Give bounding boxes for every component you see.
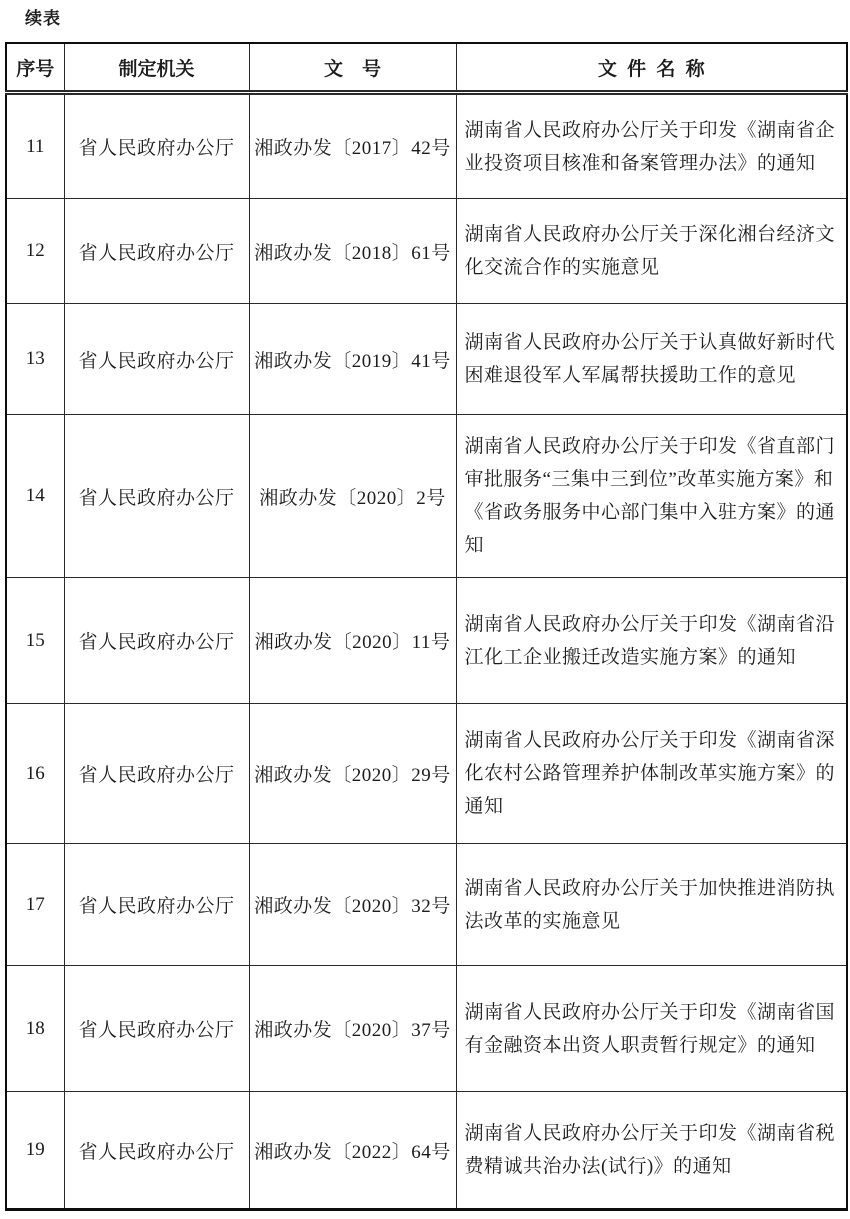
- table-row: [6, 578, 847, 704]
- cell-document-title: 湖南省人民政府办公厅关于印发《湖南省深化农村公路管理养护体制改革实施方案》的通知: [456, 704, 847, 844]
- cell-document-number: 湘政办发〔2020〕2号: [249, 415, 456, 578]
- cell-document-title: 湖南省人民政府办公厅关于印发《湖南省企业投资项目核准和备案管理办法》的通知: [456, 93, 847, 199]
- cell-serial-number: 13: [6, 304, 64, 415]
- continuation-table-label: 续表: [25, 9, 61, 28]
- col-header-document-number: 文 号: [249, 43, 456, 93]
- table-row: [6, 93, 847, 199]
- cell-issuing-agency: 省人民政府办公厅: [64, 199, 249, 304]
- cell-issuing-agency: 省人民政府办公厅: [64, 304, 249, 415]
- cell-document-number: 湘政办发〔2020〕37号: [249, 966, 456, 1092]
- cell-issuing-agency: 省人民政府办公厅: [64, 844, 249, 966]
- col-header-serial-number: 序号: [6, 43, 64, 93]
- cell-serial-number: 12: [6, 199, 64, 304]
- cell-document-number: 湘政办发〔2022〕64号: [249, 1092, 456, 1210]
- cell-issuing-agency: 省人民政府办公厅: [64, 578, 249, 704]
- cell-document-number: 湘政办发〔2019〕41号: [249, 304, 456, 415]
- cell-serial-number: 17: [6, 844, 64, 966]
- col-header-issuing-agency: 制定机关: [64, 43, 249, 93]
- cell-issuing-agency: 省人民政府办公厅: [64, 1092, 249, 1210]
- cell-serial-number: 16: [6, 704, 64, 844]
- cell-serial-number: 18: [6, 966, 64, 1092]
- cell-document-title: 湖南省人民政府办公厅关于印发《湖南省税费精诚共治办法(试行)》的通知: [456, 1092, 847, 1210]
- table-body: [6, 93, 847, 1210]
- cell-serial-number: 11: [6, 93, 64, 199]
- cell-issuing-agency: 省人民政府办公厅: [64, 704, 249, 844]
- documents-table: [5, 42, 848, 1211]
- cell-issuing-agency: 省人民政府办公厅: [64, 966, 249, 1092]
- cell-document-title: 湖南省人民政府办公厅关于认真做好新时代困难退役军人军属帮扶援助工作的意见: [456, 304, 847, 415]
- table-row: [6, 415, 847, 578]
- cell-document-title: 湖南省人民政府办公厅关于深化湘台经济文化交流合作的实施意见: [456, 199, 847, 304]
- table-row: [6, 704, 847, 844]
- cell-issuing-agency: 省人民政府办公厅: [64, 415, 249, 578]
- cell-serial-number: 19: [6, 1092, 64, 1210]
- cell-document-title: 湖南省人民政府办公厅关于印发《省直部门审批服务“三集中三到位”改革实施方案》和《省政务服务中心部门集中入驻方案》的通知: [456, 415, 847, 578]
- cell-document-number: 湘政办发〔2017〕42号: [249, 93, 456, 199]
- table-row: [6, 304, 847, 415]
- table-header: [6, 43, 847, 93]
- cell-issuing-agency: 省人民政府办公厅: [64, 93, 249, 199]
- col-header-document-title: 文 件 名 称: [456, 43, 847, 93]
- table-row: [6, 844, 847, 966]
- cell-document-number: 湘政办发〔2020〕32号: [249, 844, 456, 966]
- cell-document-title: 湖南省人民政府办公厅关于印发《湖南省沿江化工企业搬迁改造实施方案》的通知: [456, 578, 847, 704]
- cell-serial-number: 14: [6, 415, 64, 578]
- table-row: [6, 1092, 847, 1210]
- cell-document-title: 湖南省人民政府办公厅关于加快推进消防执法改革的实施意见: [456, 844, 847, 966]
- table-row: [6, 199, 847, 304]
- cell-document-number: 湘政办发〔2020〕11号: [249, 578, 456, 704]
- cell-document-number: 湘政办发〔2018〕61号: [249, 199, 456, 304]
- cell-serial-number: 15: [6, 578, 64, 704]
- header-row: [6, 43, 847, 93]
- cell-document-title: 湖南省人民政府办公厅关于印发《湖南省国有金融资本出资人职责暂行规定》的通知: [456, 966, 847, 1092]
- cell-document-number: 湘政办发〔2020〕29号: [249, 704, 456, 844]
- table-row: [6, 966, 847, 1092]
